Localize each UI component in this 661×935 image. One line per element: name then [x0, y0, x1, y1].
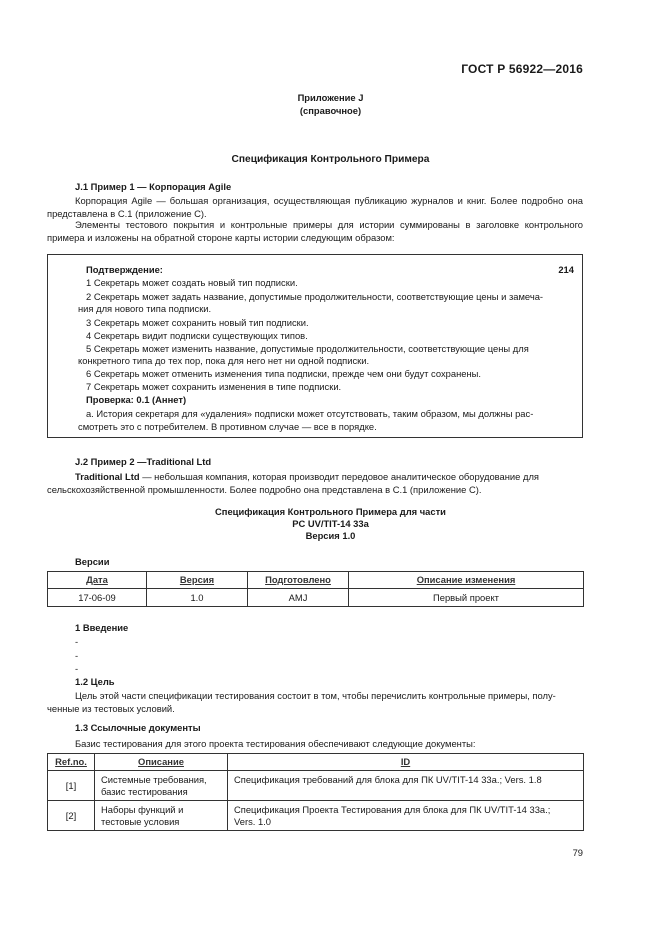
card-note-1: а. История секретаря для «удаления» подписки может отсутствовать, таким образом, мы должны рас-: [86, 408, 534, 419]
j1-paragraph-1: Корпорация Agile — большая организация, осуществляющая публикацию журналов и книг. Более подробно она представлена в С.1 (приложение С).: [47, 195, 583, 219]
card-line-5-cont: конкретного типа до тех пор, пока для него нет ни одной подписки.: [78, 355, 370, 366]
j1-paragraph-2: Элементы тестового покрытия и контрольные примеры для истории суммированы в заголовке контрольного примера и изложены на обратной стороне карты истории следующим образом:: [47, 219, 583, 243]
appendix-title: Приложение J: [297, 92, 364, 103]
section-j1-heading: J.1 Пример 1 — Корпорация Agile: [75, 181, 232, 192]
table-row: [48, 771, 584, 801]
spec-title: Спецификация Контрольного Примера: [231, 154, 430, 165]
table-row: [48, 801, 584, 831]
refs-cell-desc: [95, 801, 228, 831]
intro-dash-2: -: [75, 650, 79, 661]
card-line-4: 4 Секретарь видит подписки существующих типов.: [86, 330, 308, 341]
refs-cell-ref: [1]: [48, 771, 95, 801]
refs-header-id: ID: [228, 754, 584, 771]
refs-table: [47, 753, 584, 831]
appendix-subtitle: (справочное): [299, 105, 362, 116]
versions-header-version: Версия: [147, 572, 248, 589]
card-line-7: 7 Секретарь может сохранить изменения в типе подписки.: [86, 381, 342, 392]
refs-cell-ref: [2]: [48, 801, 95, 831]
versions-cell-version: 1.0: [147, 589, 248, 607]
card-line-3: 3 Секретарь может сохранить новый тип подписки.: [86, 317, 309, 328]
versions-header-row: [48, 572, 584, 589]
spec2-title-line-1: Спецификация Контрольного Примера для части: [215, 506, 446, 517]
versions-table: [47, 571, 584, 607]
section-j2-heading: J.2 Пример 2 —Traditional Ltd: [75, 456, 212, 467]
refs-id-line-2: Vers. 1.0: [234, 815, 272, 827]
table-row: [48, 589, 584, 607]
goal-paragraph-2: ченные из тестовых условий.: [47, 703, 175, 714]
refs-cell-id: [228, 801, 584, 831]
refs-desc-line-2: базис тестирования: [101, 785, 188, 797]
card-note-2: смотреть это с потребителем. В противном случае — все в порядке.: [78, 421, 377, 432]
versions-header-date: Дата: [48, 572, 147, 589]
story-card: [47, 254, 583, 438]
refs-desc-line-1: Наборы функций и: [101, 803, 184, 815]
refs-desc-line-1: Системные требования,: [101, 773, 207, 785]
refs-heading: 1.3 Ссылочные документы: [75, 722, 201, 733]
card-line-6: 6 Секретарь может отменить изменения типа подписки, прежде чем они будут сохранены.: [86, 368, 481, 379]
intro-dash-1: -: [75, 636, 79, 647]
j2-company-name: Traditional Ltd: [75, 471, 140, 482]
card-line-5: 5 Секретарь может изменить название, допустимые продолжительности, соответствующие цены для: [86, 343, 529, 354]
refs-intro: Базис тестирования для этого проекта тестирования обеспечивают следующие документы:: [75, 738, 476, 749]
versions-header-author: Подготовлено: [248, 572, 349, 589]
refs-id-line-1: Спецификация требований для блока для ПК UV/TIT-14 33a.; Vers. 1.8: [234, 774, 542, 785]
versions-cell-author: AMJ: [248, 589, 349, 607]
card-check: Проверка: 0.1 (Аннет): [86, 394, 187, 405]
goal-heading: 1.2 Цель: [75, 676, 115, 687]
versions-header-description: Описание изменения: [349, 572, 584, 589]
j2-paragraph-line-2: сельскохозяйственной промышленности. Более подробно она представлена в С.1 (приложение С).: [47, 484, 482, 495]
refs-id-line-1: Спецификация Проекта Тестирования для блока для ПК UV/TIT-14 33a.;: [234, 803, 551, 815]
card-title: Подтверждение:: [86, 264, 163, 275]
j2-paragraph-line-1: [75, 470, 583, 483]
j2-para-text-1: — небольшая компания, которая производит передовое аналитическое оборудование для: [139, 471, 539, 482]
refs-header-row: [48, 754, 584, 771]
refs-cell-desc: [95, 771, 228, 801]
spec2-title-line-2: PC UV/TIT-14 33a: [292, 518, 369, 529]
standard-number: ГОСТ Р 56922—2016: [461, 62, 583, 76]
refs-cell-id: [228, 771, 584, 801]
refs-desc-line-2: тестовые условия: [101, 815, 180, 827]
versions-cell-date: 17-06-09: [48, 589, 147, 607]
card-line-1: 1 Секретарь может создать новый тип подписки.: [86, 277, 298, 288]
intro-heading: 1 Введение: [75, 622, 129, 633]
goal-paragraph-1: Цель этой части спецификации тестирования состоит в том, чтобы перечислить контрольные примеры, полу-: [75, 690, 556, 701]
card-line-2: 2 Секретарь может задать название, допустимые продолжительности, соответствующие цены и замеча-: [86, 291, 544, 302]
spec2-title-line-3: Версия 1.0: [305, 530, 356, 541]
card-number: 214: [558, 264, 574, 275]
card-line-2-cont: ния для нового типа подписки.: [78, 303, 212, 314]
intro-dash-3: -: [75, 663, 79, 674]
refs-header-ref: Ref.no.: [48, 754, 95, 771]
refs-header-desc: Описание: [95, 754, 228, 771]
versions-cell-description: Первый проект: [349, 589, 584, 607]
page-number: 79: [572, 847, 583, 858]
versions-label: Версии: [75, 556, 110, 567]
